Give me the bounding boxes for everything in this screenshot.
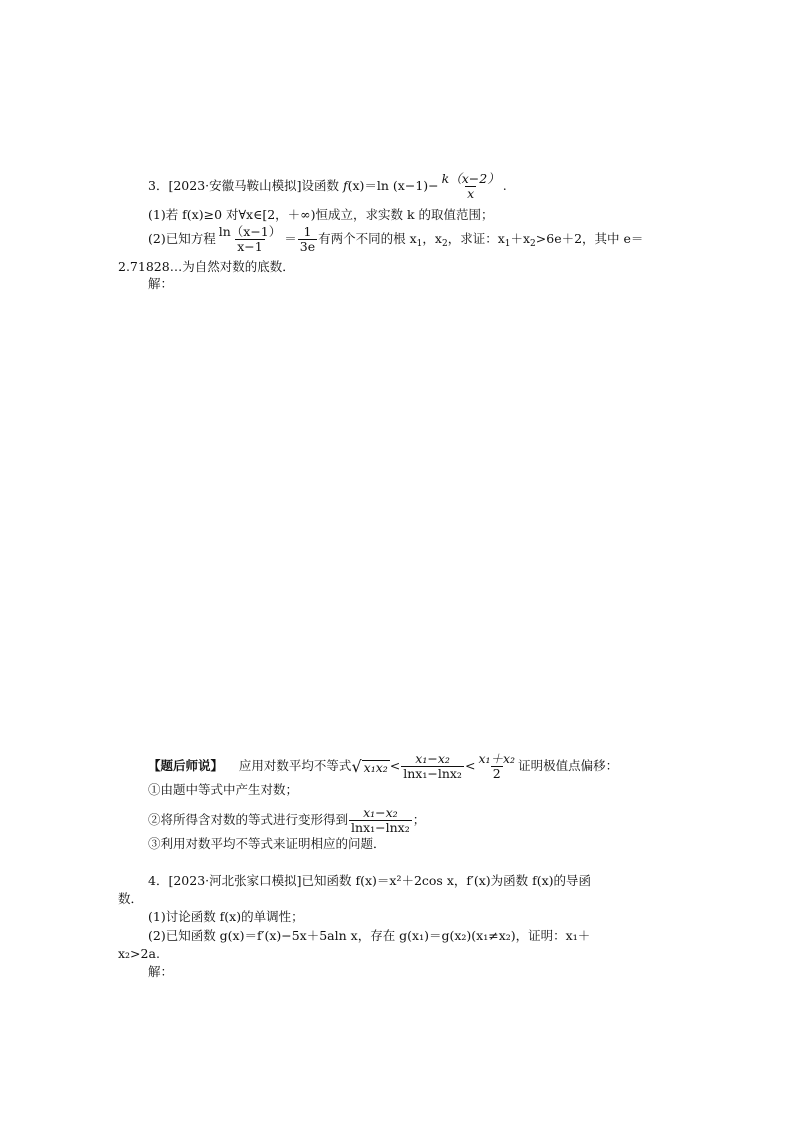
arith-mean-den: 2 <box>492 766 501 781</box>
part2-text-f: >6e＋2，其中 e＝ <box>535 231 644 246</box>
problem3-part1: (1)若 f(x)≥0 对∀x∈[2，＋∞)恒成立，求实数 k 的取值范围； <box>148 207 494 222</box>
fraction-3e <box>298 225 317 254</box>
lt-1: < <box>389 758 401 773</box>
func-name: f <box>342 178 348 193</box>
func-expr: (x)＝ln (x−1)− <box>347 178 439 193</box>
fraction-k-den: x <box>467 186 475 201</box>
tips-step2-end: ； <box>412 812 426 827</box>
arith-mean-num: x₁＋x₂ <box>478 751 516 766</box>
tips-step2 <box>148 806 425 835</box>
sub-3: 1 <box>504 239 511 249</box>
sqrt-expr <box>351 756 389 776</box>
problem3-solution: 解： <box>148 276 174 291</box>
arith-mean-fraction <box>476 752 517 781</box>
fraction-ln <box>217 225 284 254</box>
fraction-k <box>440 172 502 201</box>
lt-2: < <box>464 758 476 773</box>
sub-4: 2 <box>530 239 536 249</box>
period: . <box>502 178 507 193</box>
log-mean-den: lnx₁−lnx₂ <box>403 766 462 781</box>
problem4-part1: (1)讨论函数 f(x)的单调性； <box>148 909 304 924</box>
tips-outro: 证明极值点偏移： <box>518 758 619 773</box>
fraction-ln-den: x−1 <box>237 239 263 254</box>
tips-step2-text: ②将所得含对数的等式进行变形得到 <box>148 812 349 827</box>
fraction-3e-den: 3e <box>299 239 316 254</box>
problem4-solution: 解： <box>148 964 174 979</box>
sqrt-sign: √ <box>351 756 362 776</box>
sub-1: 1 <box>416 239 423 249</box>
fraction-ln-num: ln（x−1） <box>218 224 282 239</box>
tips-intro: 应用对数平均不等式 <box>238 758 352 773</box>
tips-step3: ③利用对数平均不等式来证明相应的问题． <box>148 836 386 851</box>
problem3-part2-cont: 2.71828…为自然对数的底数． <box>118 259 295 274</box>
problem3-heading: 3．[2023·安徽马鞍山模拟]设函数 <box>148 178 343 193</box>
log-mean-fraction <box>401 752 464 781</box>
step2-num: x₁−x₂ <box>363 805 398 820</box>
log-mean-num: x₁−x₂ <box>415 751 450 766</box>
fraction-k-num: k（x−2） <box>441 171 500 186</box>
problem4-line1-cont: 数． <box>118 891 144 906</box>
step2-fraction <box>349 806 412 835</box>
tips-step1: ①由题中等式中产生对数； <box>148 782 299 797</box>
tips-line <box>148 752 618 781</box>
sub-2: 2 <box>441 239 448 249</box>
problem4-line1: 4．[2023·河北张家口模拟]已知函数 f(x)＝x²＋2cos x，f′(x)为函数 f(x)的导函 <box>148 873 592 888</box>
part2-lead: (2)已知方程 <box>148 231 216 246</box>
equals: ＝ <box>284 231 297 246</box>
step2-den: lnx₁−lnx₂ <box>351 820 410 835</box>
part2-text-c: ，x <box>422 231 442 246</box>
part2-text-e: ＋x <box>510 231 531 246</box>
part2-text-d: ，求证：x <box>447 231 505 246</box>
tips-title: 【题后师说】 <box>148 758 224 773</box>
fraction-3e-num: 1 <box>303 224 312 239</box>
problem4-part2-cont: x₂>2a. <box>118 946 160 961</box>
sqrt-content: x₁x₂ <box>363 759 388 775</box>
part2-text-b: 有两个不同的根 x <box>318 231 417 246</box>
problem3-part2 <box>148 225 643 254</box>
problem4-part2: (2)已知函数 g(x)＝f′(x)−5x＋5aln x，存在 g(x₁)＝g(x₂)(x₁≠x₂)，证明：x₁＋ <box>148 928 591 943</box>
problem3-line1 <box>148 172 507 201</box>
